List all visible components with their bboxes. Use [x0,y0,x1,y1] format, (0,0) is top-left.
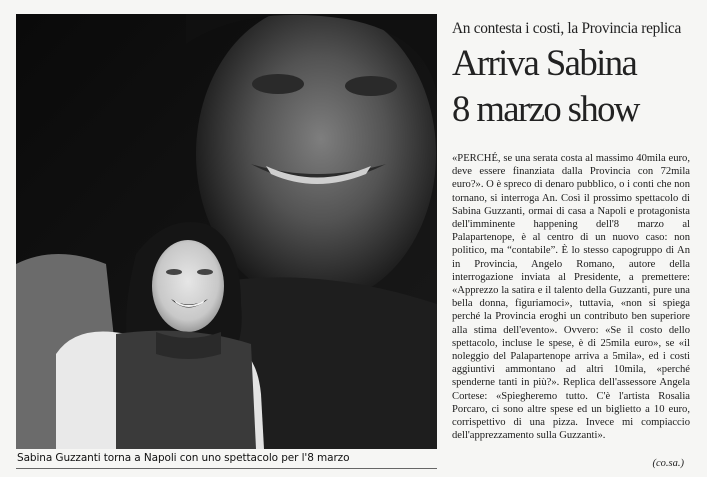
headline-line-1: Arriva Sabina [452,43,637,84]
kicker: An contesta i costi, la Provincia replica [452,20,681,37]
article-column [446,14,696,472]
photo-caption: Sabina Guzzanti torna a Napoli con uno spettacolo per l'8 marzo [17,452,350,464]
page-edge [707,0,713,477]
caption-rule [16,468,437,469]
signature: (co.sa.) [652,458,684,469]
article-body [452,152,690,442]
photo [16,14,437,449]
photo-illustration [16,14,437,449]
headline-line-2: 8 marzo show [452,89,639,130]
article-body-text: «PERCHÉ, se una serata costa al massimo 40mila euro, deve essere finanziata dalla Provincia con 72mila euro?». O è spreco di denaro pubblico, o i conti che non tornano, si interroga An. Così il prossimo spettacolo di Sabina Guzzanti, ormai di casa a Napoli e protagonista dell'imminente happening dell'8 marzo al Palapartenope, è al centro di un nuovo caso: non politico, ma “contabile”. È lo stesso capogruppo di An in Provincia, Angelo Romano, autore della interrogazione inviata al Presidente, a premettere: «Apprezzo la satira e il talento della Guzzanti, pure una bella donna, figuriamoci», tuttavia, «non si spiega perché la Provincia eroghi un contributo ben superiore alla stima dell'evento». Ovvero: «Se il costo dello spettacolo, incluse le spese, è di 25mila euro», se «il noleggio del Palapartenope arriva a 5mila», ed i costi aggiuntivi ammontano ad altri 10mila, «perché spenderne tanti in più?». Replica dell'assessore Angela Cortese: «Spiegheremo tutto. C'è l'artista Rosalia Porcaro, ci sono altre spese ed un biglietto a 10 euro, corrispettivo di una pizza. Invece mi compiaccio dell'apprezzamento sulla Guzzanti». [452,153,690,442]
